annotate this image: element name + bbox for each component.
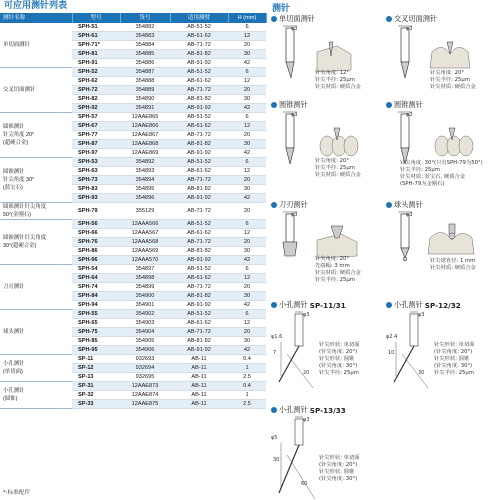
spec-line: (针尖角度: 20°) xyxy=(319,349,358,355)
part-no-cell: 12AAE874 xyxy=(120,391,170,400)
spec-line: 针尖球直径: 1 mm xyxy=(430,258,476,264)
spec-line: (针尖角度: 30°) xyxy=(319,476,358,482)
arm-cell: AB-81·82 xyxy=(170,50,228,59)
spec-line: (针尖角度: 30°) xyxy=(319,363,358,369)
stylus-group-name: 小孔测针 (单切面) xyxy=(0,355,72,382)
model-cell: SPH-82 xyxy=(72,95,120,104)
part-no-cell: 354886 xyxy=(120,59,170,68)
model-cell: SPH-97 xyxy=(72,149,120,158)
dim-label: φ5 xyxy=(271,435,278,441)
model-cell: SPH-81 xyxy=(72,50,120,59)
block-title: 圆锥测针 xyxy=(394,100,423,109)
model-cell: SPH-63 xyxy=(72,167,120,176)
h-cell: 12 xyxy=(228,167,266,176)
arm-cell: AB-81·82 xyxy=(170,185,228,194)
model-cell: SPH-94 xyxy=(72,301,120,310)
arm-cell: AB-91·92 xyxy=(170,149,228,158)
part-no-cell: 12AAA570 xyxy=(120,256,170,265)
h-cell: 6 xyxy=(228,265,266,274)
model-cell: SPH-64 xyxy=(72,274,120,283)
model-cell: SP-12 xyxy=(72,364,120,373)
part-no-cell: 354902 xyxy=(120,310,170,319)
dim-label: φ3 xyxy=(291,212,298,218)
dim-label: 10 xyxy=(388,350,395,356)
dim-label: φ1.6 xyxy=(271,334,283,340)
table-row xyxy=(0,68,266,77)
part-no-cell: 932693 xyxy=(120,355,170,364)
arm-cell: AB-91·92 xyxy=(170,346,228,355)
dim-label: φ3 xyxy=(291,112,298,118)
h-cell: 20 xyxy=(228,203,266,220)
arm-cell: AB-71·72 xyxy=(170,131,228,140)
table-header-row xyxy=(0,13,266,23)
bullet-icon xyxy=(386,202,392,208)
table-row xyxy=(0,382,266,391)
block-small-hole-sp12 xyxy=(386,300,500,394)
arm-cell: AB-61·62 xyxy=(170,319,228,328)
spec-line: 针尖半径: 25μm xyxy=(430,77,470,83)
h-cell: 42 xyxy=(228,256,266,265)
spec-line: 针尖角度: 20° xyxy=(430,70,465,76)
dim-label: 60 xyxy=(301,481,308,487)
stylus-group-name: 圆锥测针针尖角度 30°(超硬合金) xyxy=(0,220,72,265)
stylus-group-name: 圆锥测针针尖角度 50°(金刚石) xyxy=(0,203,72,220)
part-no-cell: 12AAE867 xyxy=(120,131,170,140)
model-cell: SPH-52 xyxy=(72,68,120,77)
model-cell: SPH-95 xyxy=(72,346,120,355)
arm-cell: AB-71·72 xyxy=(170,328,228,337)
block-title: 小孔测针 xyxy=(279,405,308,414)
arm-cell: AB-91·92 xyxy=(170,104,228,113)
arm-cell: AB-51·52 xyxy=(170,68,228,77)
model-cell: SPH-53 xyxy=(72,158,120,167)
model-cell: SP-13 xyxy=(72,373,120,382)
model-cell: SPH-72 xyxy=(72,86,120,95)
model-cell: SPH-61 xyxy=(72,32,120,41)
part-no-cell: 12AAE873 xyxy=(120,382,170,391)
arm-cell: AB-51·52 xyxy=(170,220,228,229)
col-header-h: H (mm) xyxy=(228,13,266,23)
stylus-group-name: 圆锥测针 针尖角度 20° (超硬合金) xyxy=(0,113,72,158)
h-cell: 12 xyxy=(228,77,266,86)
arm-cell: AB-11 xyxy=(170,382,228,391)
h-cell: 30 xyxy=(228,247,266,256)
h-cell: 42 xyxy=(228,59,266,68)
footnote: *:标准配件 xyxy=(3,490,31,496)
arm-cell: AB-71·72 xyxy=(170,41,228,50)
stylus-group-name: 球头测针 xyxy=(0,310,72,355)
block-title: 单切面测针 xyxy=(279,14,315,23)
arm-cell: AB-51·52 xyxy=(170,23,228,32)
spec-line: 针尖形状: 单切面 xyxy=(319,342,360,348)
arm-cell: AB-71·72 xyxy=(170,176,228,185)
part-no-cell: 354887 xyxy=(120,68,170,77)
spec-line: (针尖角度: 30°) xyxy=(434,363,473,369)
table-row xyxy=(0,265,266,274)
table-row xyxy=(0,355,266,364)
dim-label: 7 xyxy=(273,350,277,356)
model-cell: SPH-76 xyxy=(72,238,120,247)
h-cell: 20 xyxy=(228,41,266,50)
model-cell: SPH-84 xyxy=(72,292,120,301)
model-cell: SPH-77 xyxy=(72,131,120,140)
part-no-cell: 12AAE865 xyxy=(120,113,170,122)
h-cell: 12 xyxy=(228,32,266,41)
bullet-icon xyxy=(271,407,277,413)
spec-line: 针尖角度: 30°(只有SPH-79为50°) xyxy=(400,160,483,166)
model-cell: SPH-62 xyxy=(72,77,120,86)
h-cell: 42 xyxy=(228,194,266,203)
spec-list xyxy=(400,160,483,188)
arm-cell: AB-11 xyxy=(170,391,228,400)
col-header-arm: 适用测臂 xyxy=(170,13,228,23)
block-title: 球头测针 xyxy=(394,200,423,209)
spec-line: 针尖半径: 25μm xyxy=(319,370,359,376)
part-no-cell: 354901 xyxy=(120,301,170,310)
h-cell: 1 xyxy=(228,364,266,373)
spec-line: 针尖材质: 硬质合金 xyxy=(315,172,361,178)
model-cell: SP-32 xyxy=(72,391,120,400)
h-cell: 12 xyxy=(228,229,266,238)
spec-line: 针尖角度: 12° xyxy=(315,70,350,76)
table-row xyxy=(0,203,266,220)
model-cell: SPH-86 xyxy=(72,247,120,256)
h-cell: 12 xyxy=(228,122,266,131)
block-code: SP-12/32 xyxy=(424,300,461,310)
part-no-cell: 354894 xyxy=(120,176,170,185)
h-cell: 2.5 xyxy=(228,400,266,409)
spec-line: 针尖形状: 圆锥 xyxy=(319,356,355,362)
spec-line: 针尖材质: 硬质合金 xyxy=(430,84,476,90)
model-cell: SPH-75 xyxy=(72,328,120,337)
part-no-cell: 354884 xyxy=(120,41,170,50)
block-cone-20 xyxy=(271,100,383,182)
part-no-cell: 354897 xyxy=(120,265,170,274)
arm-cell: AB-81·82 xyxy=(170,95,228,104)
h-cell: 6 xyxy=(228,113,266,122)
spec-line: 针尖材质: 硬质合金 xyxy=(315,270,361,276)
part-no-cell: 12AAA568 xyxy=(120,238,170,247)
h-cell: 6 xyxy=(228,68,266,77)
h-cell: 20 xyxy=(228,86,266,95)
part-no-cell: 354891 xyxy=(120,104,170,113)
arm-cell: AB-11 xyxy=(170,400,228,409)
part-no-cell: 354898 xyxy=(120,274,170,283)
h-cell: 30 xyxy=(228,337,266,346)
bullet-icon xyxy=(271,202,277,208)
arm-cell: AB-61·62 xyxy=(170,122,228,131)
bullet-icon xyxy=(271,102,277,108)
block-code: SP-11/31 xyxy=(309,300,346,310)
arm-cell: AB-61·62 xyxy=(170,32,228,41)
spec-line: 针尖材质: 硬质合金 xyxy=(315,84,361,90)
h-cell: 12 xyxy=(228,319,266,328)
spec-list xyxy=(315,70,361,91)
bullet-icon xyxy=(271,16,277,22)
part-no-cell: 354903 xyxy=(120,319,170,328)
arm-cell: AB-51·52 xyxy=(170,310,228,319)
spec-line: (针尖角度: 20°) xyxy=(434,349,473,355)
part-no-cell: 932695 xyxy=(120,373,170,382)
spec-line: 针尖半径: 25μm xyxy=(434,370,474,376)
spec-line: 针尖角度: 20° xyxy=(315,256,350,262)
spec-line: 先端幅: 3 mm xyxy=(315,263,350,269)
model-cell: SPH-67 xyxy=(72,122,120,131)
spec-line: 针尖半径: 25μm xyxy=(315,277,355,283)
h-cell: 0.4 xyxy=(228,355,266,364)
stylus-group-name: 交叉切面测针 xyxy=(0,68,72,113)
h-cell: 20 xyxy=(228,131,266,140)
spec-line: 针尖半径: 25μm xyxy=(315,165,355,171)
part-no-cell: 12AAA566 xyxy=(120,220,170,229)
table-row xyxy=(0,310,266,319)
stylus-section-title: 测针 xyxy=(272,4,291,14)
part-no-cell: 354900 xyxy=(120,292,170,301)
bullet-icon xyxy=(271,302,277,308)
h-cell: 30 xyxy=(228,292,266,301)
arm-cell: AB-11 xyxy=(170,373,228,382)
spec-line: 针尖半径: 25μm xyxy=(315,77,355,83)
part-no-cell: 354895 xyxy=(120,185,170,194)
spec-line: (针尖角度: 20°) xyxy=(319,462,358,468)
model-cell: SPH-87 xyxy=(72,140,120,149)
part-no-cell: 354904 xyxy=(120,328,170,337)
h-cell: 1 xyxy=(228,391,266,400)
model-cell: SP-11 xyxy=(72,355,120,364)
h-cell: 20 xyxy=(228,283,266,292)
block-title: 交叉切面测针 xyxy=(394,14,438,23)
table-row xyxy=(0,23,266,32)
model-cell: SPH-83 xyxy=(72,185,120,194)
model-cell: SP-33 xyxy=(72,400,120,409)
spec-list xyxy=(319,455,360,483)
col-header-part-no: 货号 xyxy=(120,13,170,23)
table-row xyxy=(0,158,266,167)
part-no-cell: 354893 xyxy=(120,167,170,176)
stylus-group-name: 刀刃测针 xyxy=(0,265,72,310)
spec-line: 针尖形状: 圆锥 xyxy=(319,469,355,475)
part-no-cell: 354896 xyxy=(120,194,170,203)
block-ball-tip xyxy=(386,200,500,292)
model-cell: SPH-74 xyxy=(72,283,120,292)
model-cell: SPH-57 xyxy=(72,113,120,122)
block-single-cut xyxy=(271,14,383,96)
spec-list xyxy=(434,342,475,377)
dim-label: φ3 xyxy=(418,312,425,318)
arm-cell: AB-71·72 xyxy=(170,86,228,95)
part-no-cell: 12AAE866 xyxy=(120,122,170,131)
block-title: 刀刃测针 xyxy=(279,200,308,209)
dim-label: 30 xyxy=(418,370,425,376)
table-body xyxy=(0,23,266,409)
h-cell: 30 xyxy=(228,185,266,194)
dim-label: φ2.4 xyxy=(386,334,398,340)
h-cell: 20 xyxy=(228,328,266,337)
h-cell: 30 xyxy=(228,95,266,104)
model-cell: SPH-93 xyxy=(72,194,120,203)
h-cell: 2.5 xyxy=(228,373,266,382)
model-cell: SPH-51 xyxy=(72,23,120,32)
arm-cell: AB-91·92 xyxy=(170,194,228,203)
arm-cell: AB-81·82 xyxy=(170,337,228,346)
arm-cell: AB-11 xyxy=(170,355,228,364)
part-no-cell: 12AAE868 xyxy=(120,140,170,149)
spec-list xyxy=(315,158,361,179)
part-no-cell: 354889 xyxy=(120,86,170,95)
stylus-list-title: 可应用测针列表 xyxy=(4,1,68,11)
h-cell: 42 xyxy=(228,346,266,355)
part-no-cell: 12AAE875 xyxy=(120,400,170,409)
arm-cell: AB-91·92 xyxy=(170,59,228,68)
part-no-cell: 932694 xyxy=(120,364,170,373)
h-cell: 30 xyxy=(228,140,266,149)
table-row xyxy=(0,113,266,122)
part-no-cell: 354905 xyxy=(120,337,170,346)
arm-cell: AB-91·92 xyxy=(170,301,228,310)
block-title: 小孔测针 xyxy=(394,300,423,309)
arm-cell: AB-81·82 xyxy=(170,292,228,301)
model-cell: SPH-96 xyxy=(72,256,120,265)
model-cell: SP-31 xyxy=(72,382,120,391)
block-cross-cut xyxy=(386,14,500,96)
h-cell: 6 xyxy=(228,310,266,319)
part-no-cell: 354890 xyxy=(120,95,170,104)
part-no-cell: 354885 xyxy=(120,50,170,59)
spec-line: 针尖形状: 单切面 xyxy=(319,455,360,461)
model-cell: SPH-92 xyxy=(72,104,120,113)
model-cell: SPH-85 xyxy=(72,337,120,346)
part-no-cell: 354892 xyxy=(120,158,170,167)
stylus-table xyxy=(0,13,267,409)
arm-cell: AB-71·72 xyxy=(170,238,228,247)
spec-line: 针尖形状: 单切面 xyxy=(434,342,475,348)
h-cell: 42 xyxy=(228,104,266,113)
dim-label: φ3 xyxy=(303,417,310,423)
arm-cell: AB-81·82 xyxy=(170,247,228,256)
col-header-model: 型号 xyxy=(72,13,120,23)
h-cell: 20 xyxy=(228,176,266,185)
model-cell: SPH-66 xyxy=(72,229,120,238)
arm-cell: AB-61·62 xyxy=(170,167,228,176)
h-cell: 20 xyxy=(228,238,266,247)
arm-cell: AB-61·62 xyxy=(170,274,228,283)
h-cell: 12 xyxy=(228,274,266,283)
bullet-icon xyxy=(386,16,392,22)
spec-line: 针尖材质: 蓝宝石, 硬质合金 xyxy=(400,174,466,180)
arm-cell: AB-91·92 xyxy=(170,256,228,265)
model-cell: SPH-71* xyxy=(72,41,120,50)
model-cell: SPH-54 xyxy=(72,265,120,274)
block-title: 小孔测针 xyxy=(279,300,308,309)
h-cell: 42 xyxy=(228,301,266,310)
arm-cell: AB-61·62 xyxy=(170,77,228,86)
block-small-hole-sp11 xyxy=(271,300,385,394)
arm-cell: AB-51·52 xyxy=(170,158,228,167)
spec-list xyxy=(315,256,361,284)
dim-label: φ3 xyxy=(406,112,413,118)
arm-cell: AB-61·62 xyxy=(170,229,228,238)
spec-list xyxy=(430,70,476,91)
dim-label: φ3 xyxy=(291,26,298,32)
spec-line: 针尖半径: 25μm xyxy=(400,167,440,173)
arm-cell: AB-51·52 xyxy=(170,113,228,122)
spec-line: 针尖形状: 圆锥 xyxy=(434,356,470,362)
spec-line: 针尖角度: 20° xyxy=(315,158,350,164)
stylus-illustrations-panel xyxy=(268,0,500,500)
part-no-cell: 12AAE869 xyxy=(120,149,170,158)
dim-label: 20 xyxy=(303,370,310,376)
stylus-group-name: 单切面测针 xyxy=(0,23,72,68)
h-cell: 0.4 xyxy=(228,382,266,391)
h-cell: 30 xyxy=(228,50,266,59)
block-knife-edge xyxy=(271,200,383,292)
model-cell: SPH-55 xyxy=(72,310,120,319)
arm-cell: AB-81·82 xyxy=(170,140,228,149)
block-code: SP-13/33 xyxy=(309,405,346,415)
arm-cell: AB-11 xyxy=(170,364,228,373)
part-no-cell: 12AAA569 xyxy=(120,247,170,256)
part-no-cell: 354888 xyxy=(120,77,170,86)
part-no-cell: 12AAA567 xyxy=(120,229,170,238)
dim-label: φ3 xyxy=(303,312,310,318)
spec-line: 针尖材质: 硬质合金 xyxy=(430,265,476,271)
arm-cell: AB-51·52 xyxy=(170,265,228,274)
table-row xyxy=(0,220,266,229)
dim-label: φ3 xyxy=(406,212,413,218)
bullet-icon xyxy=(386,302,392,308)
arm-cell: AB-71·72 xyxy=(170,203,228,220)
h-cell: 6 xyxy=(228,23,266,32)
h-cell: 6 xyxy=(228,220,266,229)
dim-label: φ3 xyxy=(406,26,413,32)
block-cone-30 xyxy=(386,100,500,190)
arm-cell: AB-71·72 xyxy=(170,283,228,292)
col-header-name: 测针名称 xyxy=(0,13,72,23)
part-no-cell: 355129 xyxy=(120,203,170,220)
model-cell: SPH-65 xyxy=(72,319,120,328)
h-cell: 6 xyxy=(228,158,266,167)
part-no-cell: 354882 xyxy=(120,23,170,32)
part-no-cell: 354899 xyxy=(120,283,170,292)
block-small-hole-sp13 xyxy=(271,405,401,500)
block-title: 圆锥测针 xyxy=(279,100,308,109)
part-no-cell: 354883 xyxy=(120,32,170,41)
model-cell: SPH-56 xyxy=(72,220,120,229)
h-cell: 42 xyxy=(228,149,266,158)
model-cell: SPH-79 xyxy=(72,203,120,220)
spec-line: (SPH-79为金刚石) xyxy=(400,181,445,187)
part-no-cell: 354906 xyxy=(120,346,170,355)
spec-list xyxy=(319,342,360,377)
spec-list xyxy=(430,258,476,272)
stylus-group-name: 小孔测针 (圆锥) xyxy=(0,382,72,409)
bullet-icon xyxy=(386,102,392,108)
stylus-group-name: 圆锥测针 针尖角度 30° (蓝宝石) xyxy=(0,158,72,203)
model-cell: SPH-91 xyxy=(72,59,120,68)
model-cell: SPH-73 xyxy=(72,176,120,185)
dim-label: 30 xyxy=(273,457,280,463)
